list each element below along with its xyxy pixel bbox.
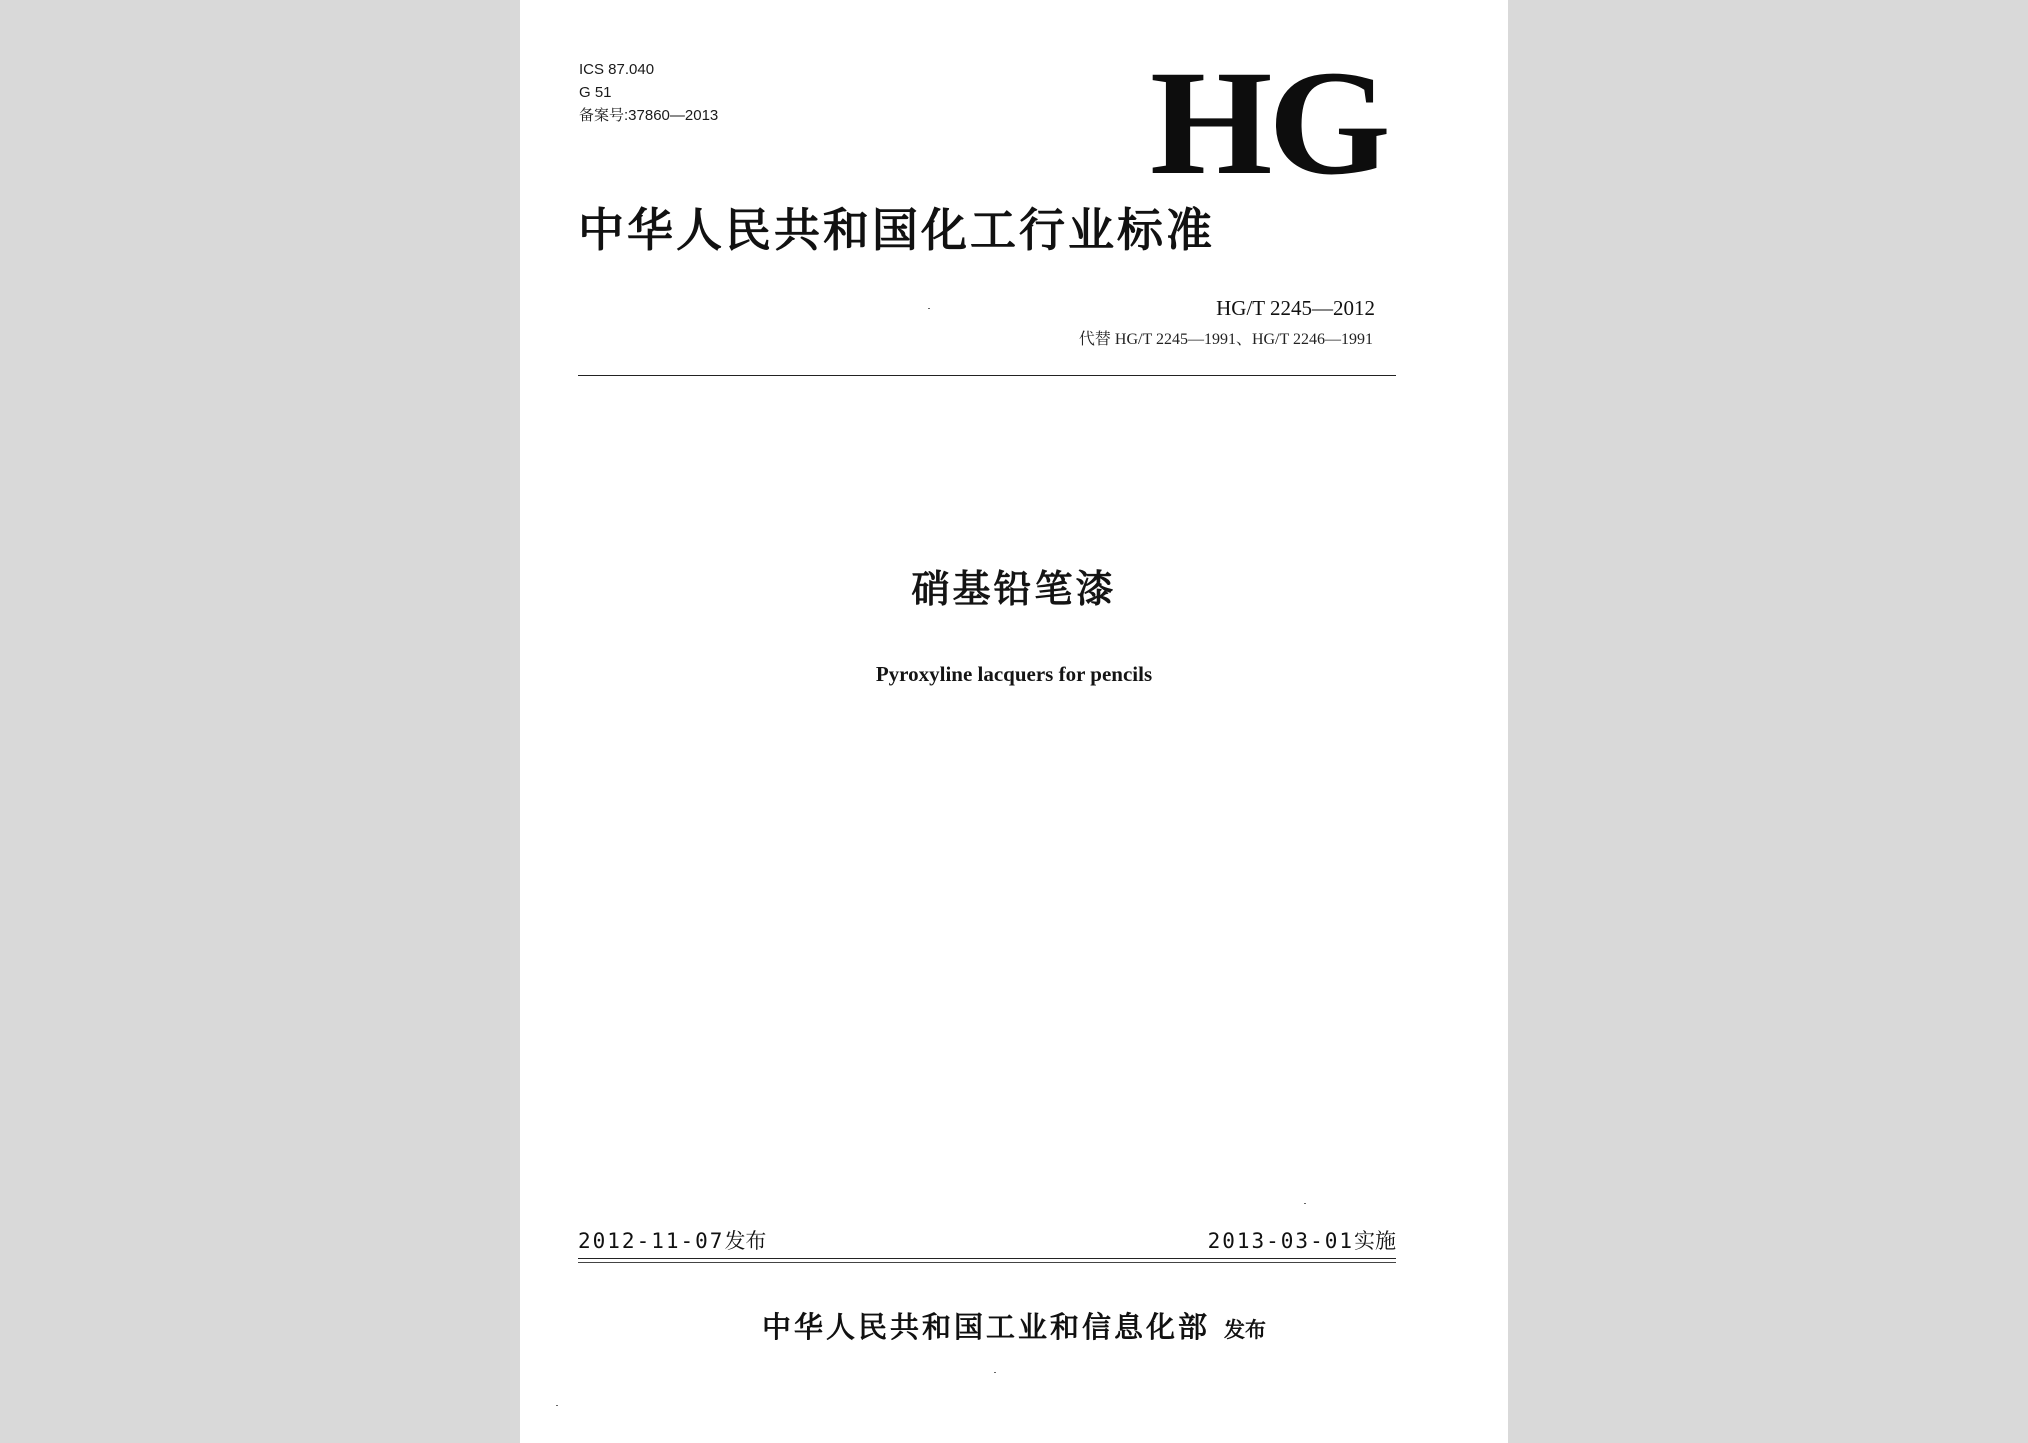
ics-code: ICS 87.040 — [579, 61, 655, 78]
header-divider — [578, 375, 1396, 376]
effective-date: 2013-03-01 — [1207, 1229, 1354, 1253]
scan-speck — [928, 308, 930, 309]
scan-speck — [556, 1405, 558, 1406]
filing-number: 备案号:37860—2013 — [579, 107, 719, 124]
scan-speck — [1304, 1203, 1306, 1204]
standard-number: HG/T 2245—2012 — [1216, 296, 1375, 320]
issue-date-line — [578, 1228, 766, 1254]
standard-cover-page — [520, 0, 1508, 1443]
document-title-cn: 硝基铅笔漆 — [911, 567, 1117, 611]
footer-divider — [578, 1258, 1396, 1259]
issue-date: 2012-11-07 — [578, 1229, 725, 1253]
effective-date-line — [1208, 1228, 1396, 1254]
replaced-standards: 代替 HG/T 2245—1991、HG/T 2246—1991 — [1078, 331, 1373, 348]
standard-title: 中华人民共和国化工行业标准 — [578, 203, 1215, 257]
publisher-action: 发布 — [1224, 1318, 1266, 1342]
publisher-organization: 中华人民共和国工业和信息化部 — [761, 1310, 1210, 1344]
class-code: G 51 — [579, 84, 612, 101]
footer-divider-thin — [578, 1262, 1396, 1263]
document-title-en: Pyroxyline lacquers for pencils — [875, 662, 1153, 686]
classification-block — [579, 58, 718, 127]
scan-speck — [994, 1372, 996, 1373]
hg-logo: HG — [1150, 40, 1387, 206]
publisher-line — [520, 1305, 1508, 1346]
issue-label: 发布 — [724, 1229, 767, 1253]
effective-label: 实施 — [1354, 1229, 1396, 1253]
